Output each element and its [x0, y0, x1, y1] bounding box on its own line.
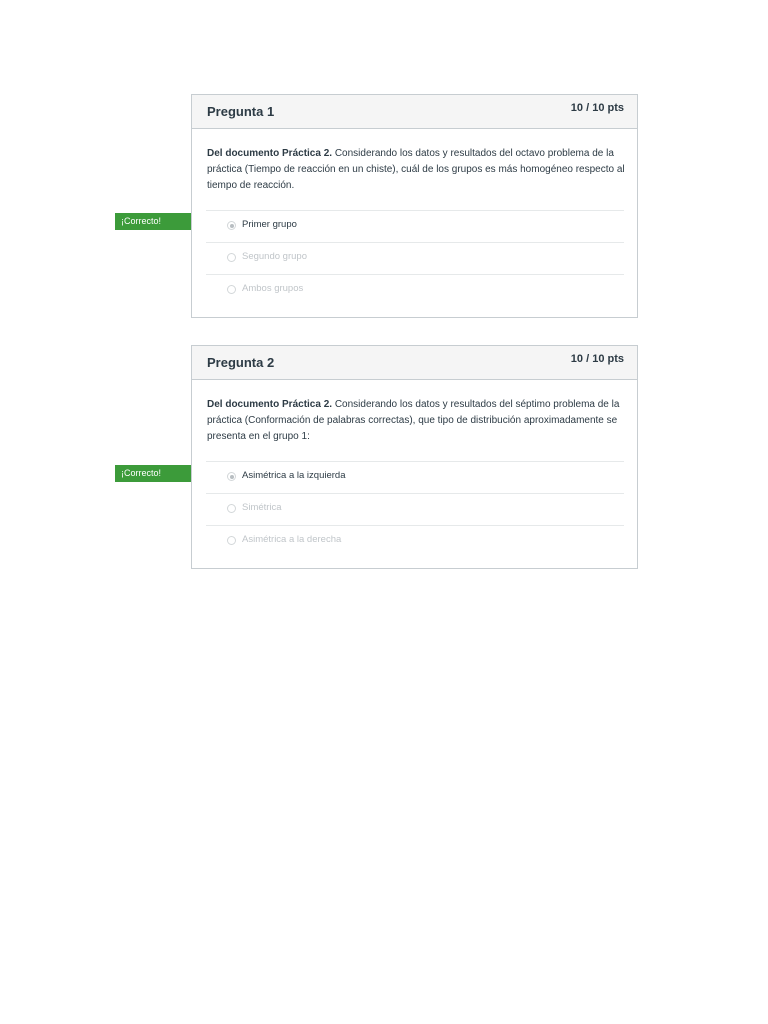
correct-flag: ¡Correcto!: [115, 213, 195, 230]
question-text: [207, 397, 627, 445]
question-text: [207, 146, 627, 194]
answer-option[interactable]: [206, 525, 624, 557]
radio-icon[interactable]: [227, 285, 236, 294]
answer-option[interactable]: [206, 242, 624, 274]
question-title: Pregunta 2: [207, 355, 275, 370]
answer-list: [206, 461, 624, 557]
question-source: Del documento Práctica 2.: [207, 399, 333, 410]
question-header: [192, 95, 637, 129]
answer-label: Primer grupo: [242, 219, 297, 230]
answer-option[interactable]: [206, 274, 624, 306]
question-card-2: [191, 345, 638, 569]
answer-label: Asimétrica a la derecha: [242, 534, 342, 545]
answer-label: Simétrica: [242, 502, 282, 513]
answer-label: Segundo grupo: [242, 251, 307, 262]
answer-option[interactable]: [206, 210, 624, 242]
question-body: Considerando los datos y resultados del octavo problema de la práctica (Tiempo de reacción en un chiste), cuál de los grupos es más homogéneo respecto al tiempo de reacción.: [207, 148, 625, 191]
radio-icon[interactable]: [227, 504, 236, 513]
question-header: [192, 346, 637, 380]
answer-list: [206, 210, 624, 306]
question-points: 10 / 10 pts: [570, 353, 624, 365]
answer-label: Ambos grupos: [242, 283, 304, 294]
answer-option[interactable]: [206, 461, 624, 493]
question-points: 10 / 10 pts: [570, 102, 624, 114]
question-card-1: [191, 94, 638, 318]
answer-option[interactable]: [206, 493, 624, 525]
radio-icon[interactable]: [227, 253, 236, 262]
radio-selected-icon[interactable]: [227, 221, 236, 230]
radio-icon[interactable]: [227, 536, 236, 545]
radio-selected-icon[interactable]: [227, 472, 236, 481]
correct-flag: ¡Correcto!: [115, 465, 195, 482]
question-source: Del documento Práctica 2.: [207, 148, 333, 159]
answer-label: Asimétrica a la izquierda: [242, 470, 346, 481]
question-title: Pregunta 1: [207, 104, 275, 119]
question-body: Considerando los datos y resultados del séptimo problema de la práctica (Conformación de palabras correctas), que tipo de distribución aproximadamente se presenta en el grupo 1:: [207, 399, 620, 442]
